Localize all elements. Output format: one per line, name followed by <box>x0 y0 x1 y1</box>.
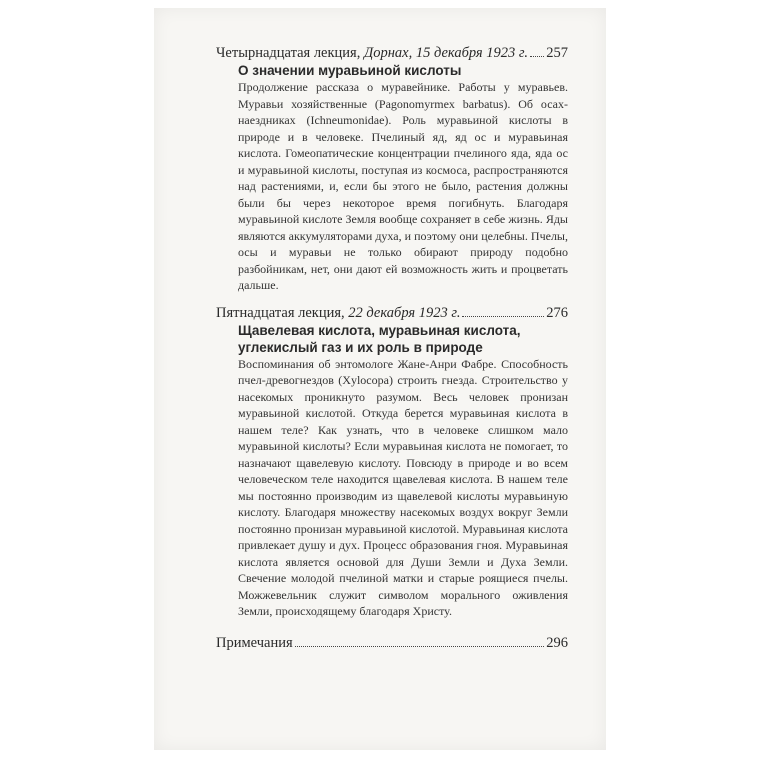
leader-dots <box>462 304 544 317</box>
lecture-label: Пятнадцатая лекция, <box>216 304 345 321</box>
notes-label: Примечания <box>216 634 293 651</box>
page-number: 276 <box>546 304 568 321</box>
lecture-place-date: 22 декабря 1923 г. <box>348 304 461 321</box>
page-number: 257 <box>546 45 568 61</box>
toc-entry-heading <box>216 634 568 652</box>
page-number: 296 <box>546 634 568 651</box>
toc-entry-lecture-14 <box>216 44 568 294</box>
toc-entry-lecture-15 <box>216 304 568 620</box>
lecture-place-date: Дорнах, 15 декабря 1923 г. <box>363 45 529 61</box>
lecture-label: Четырнадцатая лекция, <box>216 45 361 61</box>
leader-dots <box>530 44 544 57</box>
lecture-description: Воспоминания об энтомологе Жане-Анри Фабре. Способность пчел-древогнездов (Xylocopa) строить гнезда. Строительство у насекомых проникнуто разумом. Весь человек пронизан муравьиной кислотой. Откуда берется муравьиная кислота в нашем теле? Как узнать, что в человеке слишком мало муравьиной кислоты? Если муравьиная кислота не помогает, то назначают щавелевую кислоту. Повсюду в природе и во всем человеческом теле находится щавелевая кислота. В нашем теле мы постоянно производим из щавелевой кислоты муравьиную кислоту. Благодаря множеству насекомых воздух вокруг Земли постоянно пронизан муравьиной кислотой. Муравьиная кислота привлекает душу и дух. Процесс образования гноя. Муравьиная кислота является основой для Души Земли и Духа Земли. Свечение молодой пчелиной матки и старые роящиеся пчелы. Можжевельник служит символом морального оживления Земли, происходящему благодаря Христу. <box>238 356 568 618</box>
table-of-contents <box>216 44 568 652</box>
leader-dots <box>295 634 545 647</box>
lecture-title: Щавелевая кислота, муравьиная кислота, углекислый газ и их роль в природе <box>238 322 521 355</box>
toc-entry-heading <box>216 44 568 62</box>
toc-entry-notes <box>216 634 568 652</box>
toc-entry-heading <box>216 304 568 322</box>
lecture-title: О значении муравьиной кислоты <box>238 63 462 78</box>
lecture-description: Продолжение рассказа о муравейнике. Работы у муравьев. Муравьи хозяйственные (Pagonomyrmex barbatus). Об осах-наездниках (Ichneumonidae). Роль муравьиной кислоты в природе и в человеке. Пчелиный яд, яд ос и муравьиная кислота. Гомеопатические концентрации пчелиного яда, яда ос и муравьиной кислоты, поступая из космоса, распространяются над растениями, и, если бы этого не было, растения должны были бы через некоторое время погибнуть. Благодаря муравьиной кислоте Земля вообще сохраняет в себе жизнь. Яды являются аккумуляторами духа, и поэтому они целебны. Пчелы, осы и муравьи не только обирают природу подобно разбойникам, нет, они дают ей возможность жить и процветать дальше. <box>238 80 568 292</box>
